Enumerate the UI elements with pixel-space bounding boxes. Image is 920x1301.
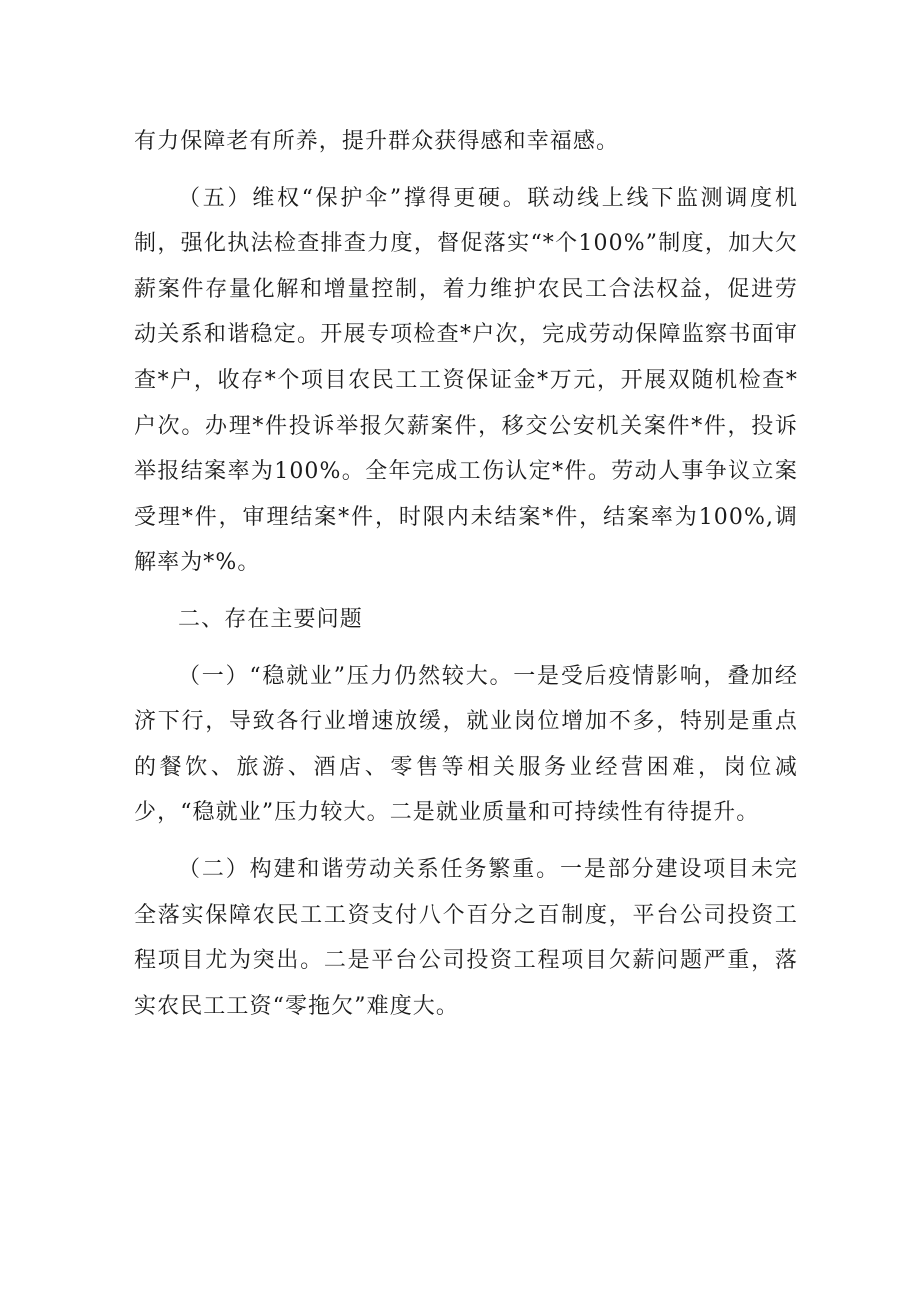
paragraph-rights-protection: （五）维权“保护伞”撑得更硬。联动线上线下监测调度机制，强化执法检查排查力度，督促落实“*个100%”制度，加大欠薪案件存量化解和增量控制，着力维护农民工合法权益，促进劳动关系和谐稳定。开展专项检查*户次，完成劳动保障监察书面审查*户，收存*个项目农民工工资保证金*万元，开展双随机检查*户次。办理*件投诉举报欠薪案件，移交公安机关案件*件，投诉举报结案率为100%。全年完成工伤认定*件。劳动人事争议立案受理*件，审理结案*件，时限内未结案*件，结案率为100%,调解率为*%。 — [134, 185, 798, 576]
section-heading-main-problems: 二、存在主要问题 — [178, 606, 363, 632]
paragraph-continuation: 有力保障老有所养，提升群众获得感和幸福感。 — [134, 129, 620, 154]
document-body — [134, 119, 798, 1029]
paragraph-employment-pressure: （一）“稳就业”压力仍然较大。一是受后疫情影响，叠加经济下行，导致各行业增速放缓，就业岗位增加不多，特别是重点的餐饮、旅游、酒店、零售等相关服务业经营困难，岗位减少，“稳就业”压力较大。二是就业质量和可持续性有待提升。 — [134, 663, 798, 826]
paragraph-labor-relations: （二）构建和谐劳动关系任务繁重。一是部分建设项目未完全落实保障农民工工资支付八个百分之百制度，平台公司投资工程项目尤为突出。二是平台公司投资工程项目欠薪问题严重，落实农民工工资“零拖欠”难度大。 — [134, 856, 798, 1019]
